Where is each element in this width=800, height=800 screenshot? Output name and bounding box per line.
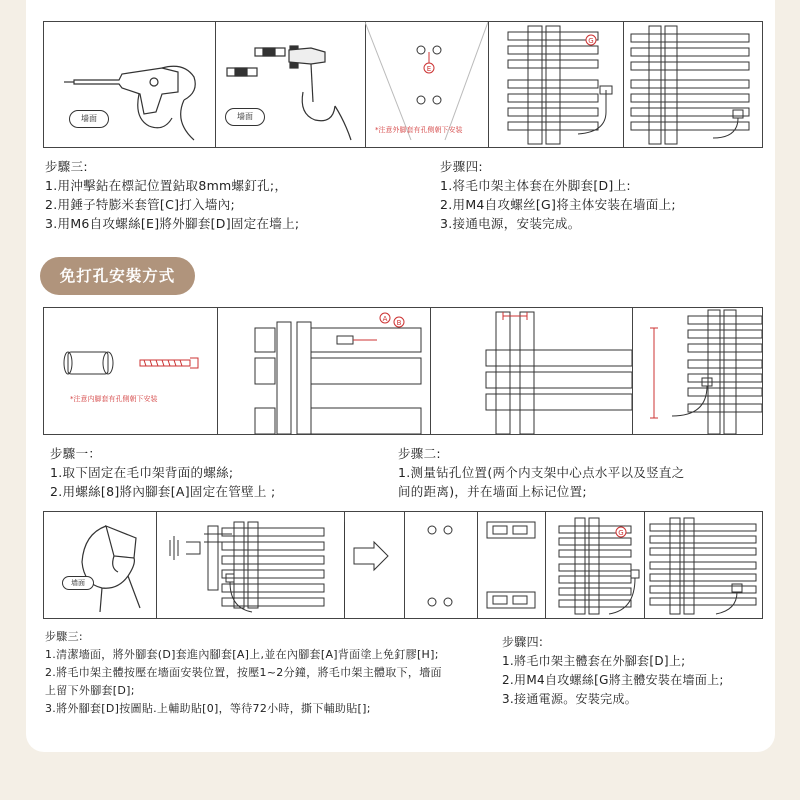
- top-step3-title: 步驟三:: [45, 159, 88, 174]
- section-title-pill: 免打孔安裝方式: [40, 257, 195, 295]
- parts-diagram: [44, 308, 217, 434]
- rack-complete-illustration: [644, 512, 762, 618]
- rack-complete-diagram: [644, 512, 762, 618]
- rack-mount-diagram: [545, 512, 644, 618]
- towel-rack-diagram: [488, 22, 623, 147]
- rack-inner-foot-diagram: [217, 308, 430, 434]
- press-wall-illustration: [44, 512, 157, 618]
- bottom-step3-line-2: 2.將毛巾架主體按壓在墻面安裝位置，按壓1~2分鐘，將毛巾架主體取下，墻面: [45, 666, 442, 679]
- top-step3-line-1: 1.用沖擊鉆在標記位置鉆取8mm螺釘孔;，: [45, 178, 288, 193]
- wall-label-2: 墙面: [225, 108, 265, 126]
- exploded-rack-illustration: [156, 512, 345, 618]
- foot-marks-illustration: [404, 512, 478, 618]
- mid-step1-line-2: 2.用螺絲[8]將內腳套[A]固定在管壁上 ;: [50, 484, 276, 499]
- bottom-step3: [45, 628, 505, 718]
- hand-press-icon: [44, 512, 156, 618]
- bottom-step4: [502, 633, 772, 709]
- top-illustration-strip: [43, 21, 763, 148]
- towel-rack-final-illustration: [623, 22, 762, 147]
- hammer-illustration: [215, 22, 366, 147]
- label-e: E: [426, 65, 432, 73]
- rack-press-diagram: [344, 512, 404, 618]
- mid-step2-line-1: 1.测量钻孔位置(两个内支架中心点水平以及竖直之: [398, 465, 685, 480]
- top-step4-line-2: 2.用M4自攻螺丝[G]将主体安装在墙面上;: [440, 197, 676, 212]
- mid-step2-line-2: 间的距离)，并在墙面上标记位置;: [398, 484, 587, 499]
- inner-foot-parts-illustration: [44, 308, 218, 434]
- bottom-illustration-strip: [43, 511, 763, 619]
- towel-rack-screw-illustration: [488, 22, 624, 147]
- bottom-step4-title: 步驟四:: [502, 635, 544, 649]
- middle-illustration-strip: [43, 307, 763, 435]
- measure-vertical-diagram: [632, 308, 762, 434]
- foot-marks-diagram: [404, 512, 477, 618]
- label-g-top: G: [588, 37, 594, 45]
- top-step4: [440, 157, 770, 233]
- measure-vertical-illustration: [632, 308, 762, 434]
- bottom-step4-line-2: 2.用M4自攻螺絲[G將主體安裝在墻面上;: [502, 673, 724, 687]
- top-step3: [45, 157, 425, 233]
- bottom-step4-line-3: 3.接通電源。安裝完成。: [502, 692, 638, 706]
- wall-label-bottom: 墙面: [62, 576, 94, 590]
- bracket-marks-illustration: [365, 22, 489, 147]
- top-step3-line-2: 2.用錘子特膨米套管[C]打入墻內;: [45, 197, 236, 212]
- measure-horizontal-diagram: [430, 308, 632, 434]
- rack-mount-illustration: [545, 512, 645, 618]
- top-note: *注意外脚套有孔侧朝下安装: [375, 126, 463, 134]
- top-step4-line-1: 1.将毛巾架主体套在外脚套[D]上:: [440, 178, 631, 193]
- mid-step2: [398, 444, 768, 501]
- label-b: B: [396, 319, 402, 327]
- exploded-rack-diagram: [156, 512, 344, 618]
- hammer-icon: [215, 22, 365, 147]
- towel-rack-final-diagram: [623, 22, 762, 147]
- top-step4-title: 步骤四:: [440, 159, 483, 174]
- foot-tape-illustration: [477, 512, 546, 618]
- top-step3-line-3: 3.用M6自攻螺絲[E]將外腳套[D]固定在墻上;: [45, 216, 300, 231]
- mid-step1-title: 步驟一：: [50, 446, 102, 461]
- bottom-step3-title: 步驟三:: [45, 630, 83, 643]
- wall-label-1: 墙面: [69, 110, 109, 128]
- mid-step1-line-1: 1.取下固定在毛巾架背面的螺絲;: [50, 465, 234, 480]
- rack-press-illustration: [344, 512, 405, 618]
- drill-illustration: [44, 22, 216, 147]
- measure-horizontal-illustration: [430, 308, 633, 434]
- label-g-bottom: G: [618, 529, 624, 537]
- middle-note: *注意内脚套有孔側朝下安装: [70, 395, 158, 403]
- foot-tape-diagram: [477, 512, 545, 618]
- bottom-step3-line-4: 3.將外腳套[D]按圖貼.上輔助貼[0]，等待72小時，撕下輔助貼[];: [45, 702, 371, 715]
- bottom-step3-line-1: 1.清潔墻面，將外腳套(D]套進內腳套[A]上,並在內腳套[A]背面塗上免釘膠[H];: [45, 648, 439, 661]
- label-a: A: [382, 315, 388, 323]
- mid-step1: [50, 444, 390, 501]
- bottom-step3-line-3: 上留下外腳套[D];: [45, 684, 135, 697]
- bottom-step4-line-1: 1.將毛巾架主體套在外腳套[D]上;: [502, 654, 686, 668]
- top-step4-line-3: 3.接通电源，安装完成。: [440, 216, 581, 231]
- mid-step2-title: 步骤二:: [398, 446, 441, 461]
- rack-inner-foot-illustration: [217, 308, 431, 434]
- drill-icon: [44, 22, 215, 147]
